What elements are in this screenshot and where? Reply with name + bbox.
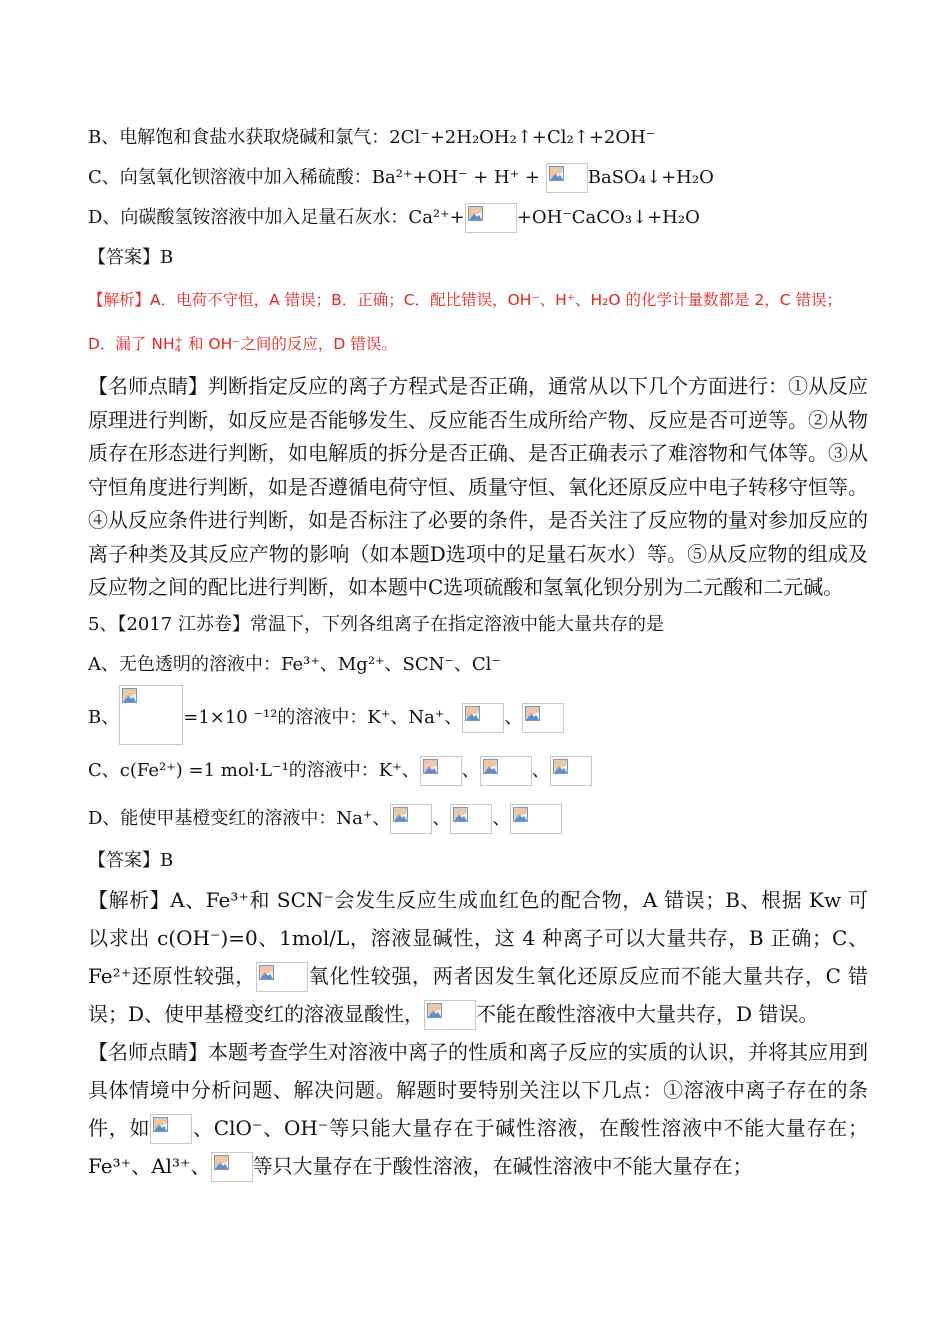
answer-1: 【答案】B	[88, 247, 174, 268]
ion-image-placeholder	[424, 1000, 476, 1030]
broken-image-icon	[549, 166, 564, 181]
question-5: 5、【2017 江苏卷】常温下，下列各组离子在指定溶液中能大量共存的是	[88, 613, 664, 635]
answer-2: 【答案】B	[88, 849, 174, 871]
document-page	[88, 118, 868, 1185]
ion-image-placeholder	[510, 804, 562, 834]
broken-image-icon	[427, 1003, 442, 1018]
ion-image-placeholder	[450, 804, 492, 834]
ion-image-placeholder	[522, 703, 564, 733]
broken-image-icon	[483, 759, 498, 774]
ion-image-placeholder	[420, 756, 462, 786]
ion-image-placeholder	[211, 1152, 253, 1182]
ion-image-placeholder	[390, 804, 432, 834]
broken-image-icon	[122, 688, 137, 703]
broken-image-icon	[393, 807, 408, 822]
ion-image-placeholder	[462, 703, 504, 733]
ion-image-placeholder	[256, 962, 308, 992]
option-c-line: C、向氢氧化钡溶液中加入稀硫酸：Ba²⁺+OH⁻ + H⁺ + BaSO₄↓+H₂O	[88, 158, 868, 198]
ion-image-placeholder	[480, 756, 532, 786]
analysis-2: 【解析】A、Fe³⁺和 SCN⁻会发生反应生成血红色的配合物，A 错误；B、根据 Kw 可以求出 c(OH⁻)=0、1mol/L，溶液显碱性，这 4 种离子可以大量共存，B 正确；C、Fe²⁺还原性较强， 氧化性较强，两者因发生氧化还原反应而不能大量共存，C 错误；D、使甲基橙变红的溶液显酸性， 不能在酸性溶液中大量共存，D 错误。	[88, 881, 868, 1033]
analysis-red-1: 【解析】A．电荷不守恒，A 错误；B．正确；C．配比错误，OH⁻、H⁺、H₂O 的化学计量数都是 2，C 错误；	[88, 291, 843, 309]
formula-image-placeholder	[546, 163, 588, 193]
master-tip-2: 【名师点睛】本题考查学生对溶液中离子的性质和离子反应的实质的认识，并将其应用到具体情境中分析问题、解决问题。解题时要特别关注以下几点：①溶液中离子存在的条件，如 、ClO⁻、OH⁻等只能大量存在于碱性溶液，在酸性溶液中不能大量存在；Fe³⁺、Al³⁺、 等只大量存在于酸性溶液，在碱性溶液中不能大量存在；	[88, 1033, 868, 1185]
broken-image-icon	[525, 706, 540, 721]
ion-image-placeholder	[150, 1114, 192, 1144]
question-5-option-d: D、能使甲基橙变红的溶液中：Na⁺、 、 、	[88, 797, 868, 841]
broken-image-icon	[423, 759, 438, 774]
master-tip-1: 【名师点睛】判断指定反应的离子方程式是否正确，通常从以下几个方面进行：①从反应原理进行判断，如反应是否能够发生、反应能否生成所给产物、反应是否可逆等。②从物质存在形态进行判断，如电解质的拆分是否正确、是否正确表示了难溶物和气体等。③从守恒角度进行判断，如是否遵循电荷守恒、质量守恒、氧化还原反应中电子转移守恒等。④从反应条件进行判断，如是否标注了必要的条件，是否关注了反应物的量对参加反应的离子种类及其反应产物的影响（如本题D选项中的足量石灰水）等。⑤从反应物的组成及反应物之间的配比进行判断，如本题中C选项硫酸和氢氧化钡分别为二元酸和二元碱。	[88, 374, 868, 599]
fraction-image-placeholder	[119, 685, 183, 745]
broken-image-icon	[259, 965, 274, 980]
broken-image-icon	[465, 706, 480, 721]
broken-image-icon	[453, 807, 468, 822]
analysis-red-2: D．漏了 NH + 4 和 OH⁻之间的反应，D 错误。	[88, 334, 397, 355]
broken-image-icon	[214, 1155, 229, 1170]
question-5-option-c: C、c(Fe²⁺) =1 mol·L⁻¹的溶液中：K⁺、 、 、	[88, 745, 868, 797]
broken-image-icon	[553, 759, 568, 774]
option-b-line: B、电解饱和食盐水获取烧碱和氯气：2Cl⁻+2H₂OH₂↑+Cl₂↑+2OH⁻	[88, 127, 656, 148]
ion-image-placeholder	[550, 756, 592, 786]
option-d-line: D、向碳酸氢铵溶液中加入足量石灰水：Ca²⁺+ +OH⁻CaCO₃↓+H₂O	[88, 198, 868, 238]
question-5-option-a: A、无色透明的溶液中：Fe³⁺、Mg²⁺、SCN⁻、Cl⁻	[88, 653, 501, 675]
broken-image-icon	[468, 206, 483, 221]
broken-image-icon	[513, 807, 528, 822]
formula-image-placeholder	[465, 203, 517, 233]
question-5-option-b: B、 =1×10 ⁻¹²的溶液中：K⁺、Na⁺、 、	[88, 685, 868, 745]
broken-image-icon	[153, 1117, 168, 1132]
